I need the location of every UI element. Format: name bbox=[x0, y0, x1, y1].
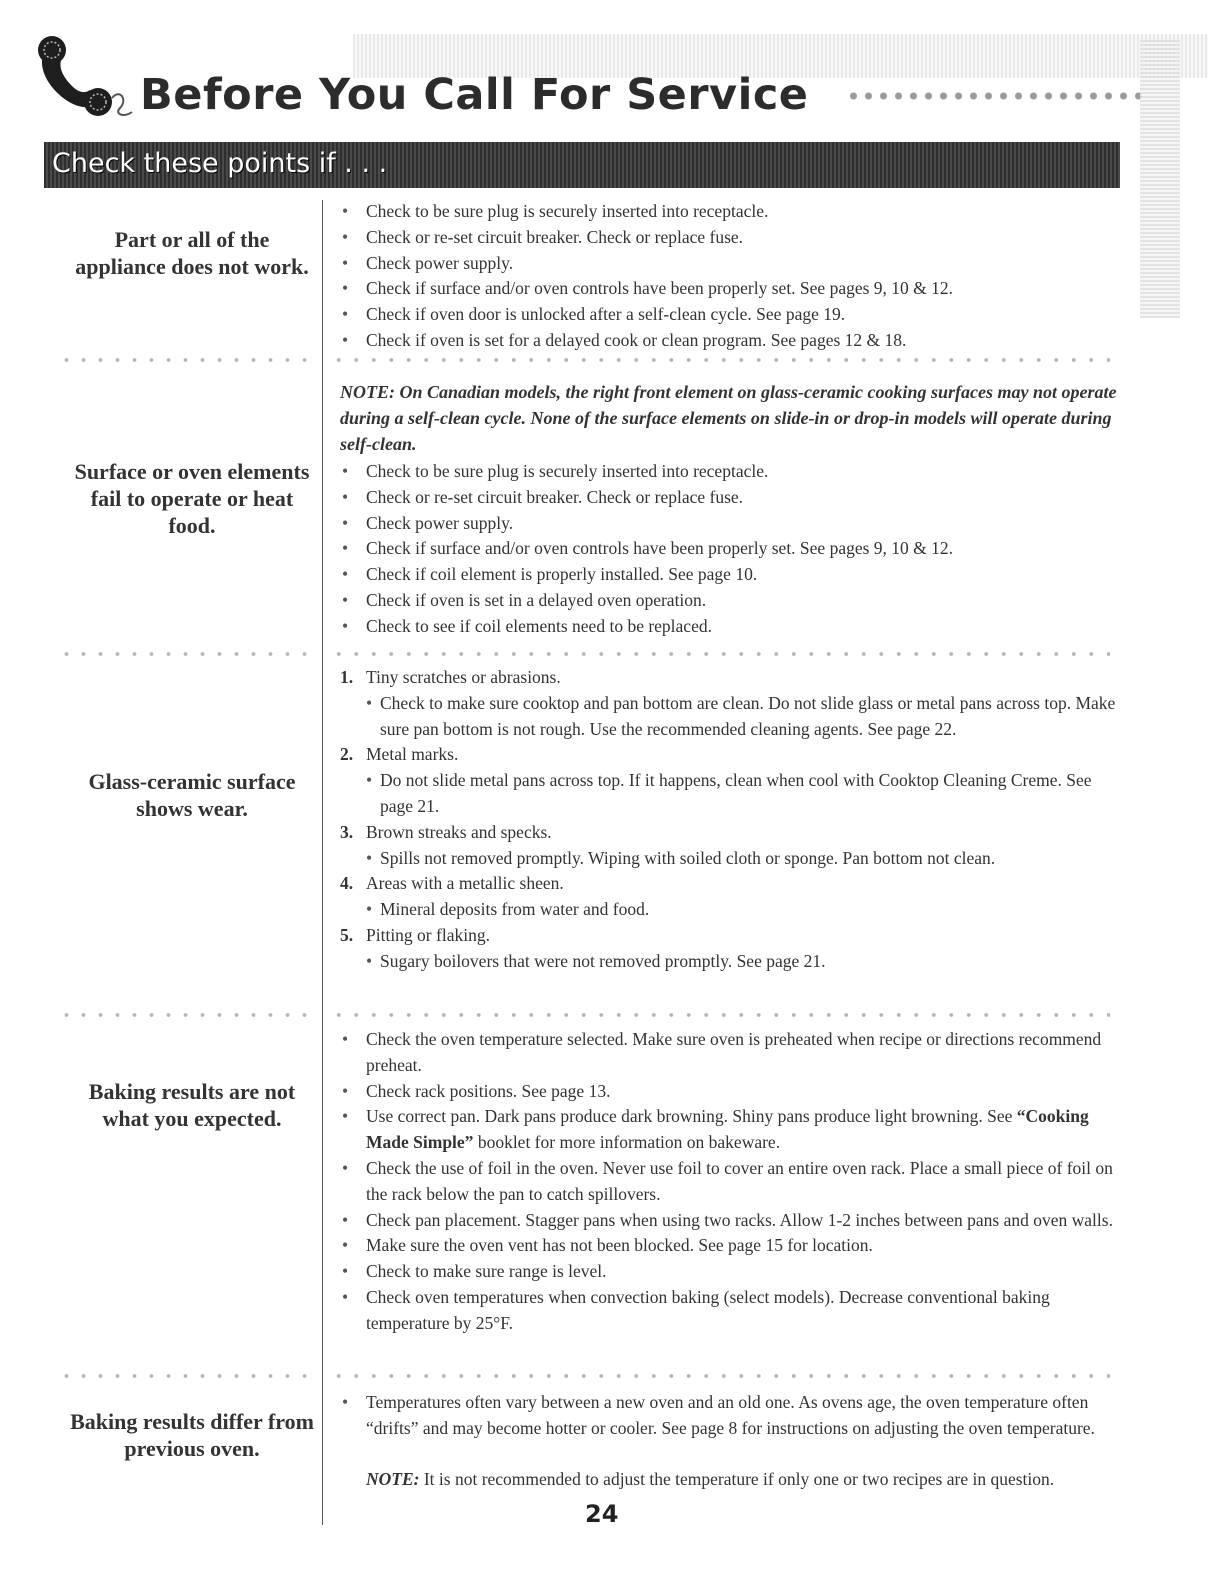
item-title: Tiny scratches or abrasions. bbox=[366, 667, 561, 687]
list-item: • Check the oven temperature selected. Make sure oven is preheated when recipe or directions recommend preheat. bbox=[340, 1027, 1120, 1079]
item-detail: • Mineral deposits from water and food. bbox=[366, 897, 1120, 923]
item-detail: • Do not slide metal pans across top. If it happens, clean when cool with Cooktop Cleaning Creme. See page 21. bbox=[366, 768, 1120, 820]
dotted-divider bbox=[58, 357, 316, 363]
list-item: • Check or re-set circuit breaker. Check or replace fuse. bbox=[340, 225, 1120, 251]
dotted-divider bbox=[58, 1012, 316, 1018]
item-number: 2. bbox=[340, 744, 354, 765]
list-item: • Check if oven door is unlocked after a self-clean cycle. See page 19. bbox=[340, 302, 1120, 328]
item-text: booklet for more information on bakeware. bbox=[473, 1132, 781, 1153]
problem-baking-results: Baking results are not what you expected. bbox=[88, 1079, 296, 1131]
dotted-divider bbox=[330, 1373, 1110, 1379]
problem-baking-differ: Baking results differ from previous oven. bbox=[70, 1409, 314, 1461]
canadian-models-note: NOTE: On Canadian models, the right front element on glass-ceramic cooking surfaces may not operate during a self-clean cycle. None of the surface elements on slide-in or drop-in models will operate during self-clean. bbox=[340, 382, 1117, 454]
wear-causes-list bbox=[340, 665, 1120, 975]
list-item: • Check to be sure plug is securely inserted into receptacle. bbox=[340, 199, 1120, 225]
list-item: • Check if surface and/or oven controls have been properly set. See pages 9, 10 & 12. bbox=[340, 536, 1120, 562]
item-number: 3. bbox=[340, 821, 354, 842]
checklist-previous-oven bbox=[340, 1390, 1120, 1442]
dotted-divider bbox=[58, 1373, 316, 1379]
item-title: Pitting or flaking. bbox=[366, 924, 490, 945]
list-item bbox=[340, 923, 1120, 975]
note-text: It is not recommended to adjust the temperature if only one or two recipes are in question. bbox=[419, 1469, 1055, 1489]
list-item: • Check to be sure plug is securely inserted into receptacle. bbox=[340, 459, 1120, 485]
list-item: • Check if surface and/or oven controls have been properly set. See pages 9, 10 & 12. bbox=[340, 276, 1120, 302]
list-item bbox=[340, 742, 1120, 819]
item-number: 4. bbox=[340, 873, 354, 894]
title-dot-leader bbox=[846, 90, 1146, 102]
check-points-banner bbox=[44, 142, 1120, 188]
item-number: 1. bbox=[340, 667, 354, 687]
item-title: Metal marks. bbox=[366, 744, 459, 765]
item-title: Brown streaks and specks. bbox=[366, 821, 552, 842]
item-detail: • Spills not removed promptly. Wiping with soiled cloth or sponge. Pan bottom not clean. bbox=[366, 846, 1120, 872]
list-item bbox=[340, 820, 1120, 872]
list-item bbox=[340, 871, 1120, 923]
list-item: • Check oven temperatures when convection baking (select models). Decrease conventional baking temperature by 25°F. bbox=[340, 1285, 1120, 1337]
item-text: Use correct pan. Dark pans produce dark browning. Shiny pans produce light browning. See bbox=[366, 1106, 1017, 1127]
problem-glass-ceramic: Glass-ceramic surface shows wear. bbox=[88, 769, 296, 821]
list-item bbox=[340, 1104, 1120, 1156]
telephone-icon bbox=[28, 28, 138, 118]
list-item bbox=[340, 665, 1120, 742]
list-item: • Check power supply. bbox=[340, 511, 1120, 537]
list-item: • Check to see if coil elements need to be replaced. bbox=[340, 614, 1120, 640]
problem-power: Part or all of the appliance does not work. bbox=[75, 227, 309, 279]
item-number: 5. bbox=[340, 924, 354, 945]
item-detail: • Sugary boilovers that were not removed promptly. See page 21. bbox=[366, 949, 1120, 975]
dotted-divider bbox=[330, 651, 1110, 657]
list-item: • Check power supply. bbox=[340, 251, 1120, 277]
page-title: Before You Call For Service bbox=[140, 70, 809, 120]
list-item: • Check the use of foil in the oven. Never use foil to cover an entire oven rack. Place a small piece of foil on the rack below the pan to catch spillovers. bbox=[340, 1156, 1120, 1208]
list-item: • Temperatures often vary between a new oven and an old one. As ovens age, the oven temperature often “drifts” and may become hotter or cooler. See page 8 for instructions on adjusting the oven temperature. bbox=[340, 1390, 1120, 1442]
banner-label: Check these points if . . . bbox=[52, 148, 388, 179]
checklist-elements bbox=[340, 459, 1120, 640]
item-title: Areas with a metallic sheen. bbox=[366, 873, 564, 894]
list-item: • Check if coil element is properly installed. See page 10. bbox=[340, 562, 1120, 588]
cooking-made-simple-booklet: “Cooking Made Simple” bbox=[366, 1106, 1089, 1153]
list-item: • Make sure the oven vent has not been blocked. See page 15 for location. bbox=[340, 1233, 1120, 1259]
item-detail: • Check to make sure cooktop and pan bottom are clean. Do not slide glass or metal pans across top. Make sure pan bottom is not rough. Use the recommended cleaning agents. See page 22. bbox=[366, 691, 1120, 743]
note-label: NOTE: bbox=[366, 1469, 420, 1489]
temperature-note bbox=[340, 1467, 1120, 1493]
list-item: • Check to make sure range is level. bbox=[340, 1259, 1120, 1285]
dotted-divider bbox=[330, 1012, 1110, 1018]
dotted-divider bbox=[330, 357, 1110, 363]
list-item: • Check if oven is set in a delayed oven operation. bbox=[340, 588, 1120, 614]
list-item: • Check pan placement. Stagger pans when using two racks. Allow 1-2 inches between pans and oven walls. bbox=[340, 1208, 1120, 1234]
side-halftone-strip bbox=[1140, 40, 1180, 318]
dotted-divider bbox=[58, 651, 316, 657]
page-number: 24 bbox=[585, 1500, 619, 1528]
list-item: • Check if oven is set for a delayed cook or clean program. See pages 12 & 18. bbox=[340, 328, 1120, 354]
problem-elements: Surface or oven elements fail to operate or heat food. bbox=[74, 459, 310, 538]
column-divider bbox=[322, 200, 323, 1525]
checklist-baking bbox=[340, 1027, 1120, 1337]
checklist-power bbox=[340, 199, 1120, 354]
list-item: • Check rack positions. See page 13. bbox=[340, 1079, 1120, 1105]
page-header bbox=[28, 28, 1188, 120]
list-item: • Check or re-set circuit breaker. Check or replace fuse. bbox=[340, 485, 1120, 511]
